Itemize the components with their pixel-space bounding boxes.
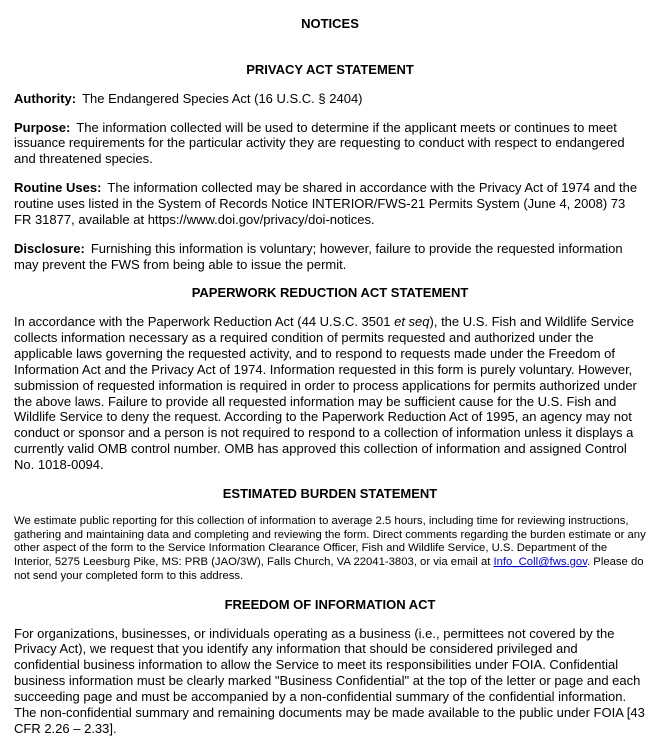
purpose-text: The information collected will be used to determine if the applicant meets or continues to meet issuance requirements for the particular activity they are requesting to conduct with respect to endangered and threatened species.: [14, 119, 625, 167]
disclosure-paragraph: [14, 241, 646, 273]
routine-uses-text: The information collected may be shared in accordance with the Privacy Act of 1974 and the routine uses listed in the System of Records Notice INTERIOR/FWS-21 Permits System (June 4, 2008) 73 FR 31877, available at https://www.doi.gov/privacy/doi-notices.: [14, 180, 638, 227]
burden-text-after-link: . Please do not send your completed form to this address.: [14, 556, 644, 582]
privacy-act-heading: PRIVACY ACT STATEMENT: [246, 61, 414, 77]
paperwork-et-seq-italic: et seq: [394, 314, 430, 330]
foia-paragraph: [14, 626, 646, 737]
burden-text-before-link: We estimate public reporting for this collection of information to average 2.5 hours, including time for reviewing instructions, gathering and maintaining data and completing and reviewing the form. Direct comments regarding the burden estimate or any other aspect of the form to the Service Information Clearance Officer, Fish and Wildlife Service, U.S. Department of the Interior, 5275 Leesburg Pike, MS: PRB (JAO/3W), Falls Church, VA 22041-3803, or via email at: [14, 514, 646, 569]
purpose-paragraph: [14, 120, 646, 168]
foia-section: [14, 597, 646, 737]
paperwork-reduction-section: [14, 285, 646, 472]
paperwork-reduction-heading: PAPERWORK REDUCTION ACT STATEMENT: [191, 285, 469, 301]
foia-text: For organizations, businesses, or individuals operating as a business (i.e., permittees not covered by the Privacy Act), we request that you identify any information that should be considered privileged and confidential business information to allow the Service to meet its responsibilities under FOIA. Confidential business information must be clearly marked "Business Confidential" at the top of the letter or page and each succeeding page and must be accompanied by a non-confidential summary of the confidential information. The non-confidential summary and remaining documents may be made available to the public under FOIA [43 CFR 2.26 – 2.33].: [14, 625, 645, 736]
routine-uses-paragraph: [14, 180, 646, 228]
authority-text: The Endangered Species Act (16 U.S.C. § 2404): [82, 90, 363, 106]
burden-paragraph: [14, 515, 646, 584]
disclosure-label: Disclosure:: [14, 240, 85, 256]
authority-label: Authority:: [14, 90, 77, 106]
paperwork-text-before-italic: In accordance with the Paperwork Reduction Act (44 U.S.C. 3501: [14, 314, 395, 330]
routine-uses-label: Routine Uses:: [14, 180, 102, 196]
paperwork-paragraph: [14, 314, 646, 473]
foia-heading: FREEDOM OF INFORMATION ACT: [224, 596, 436, 612]
estimated-burden-section: [14, 486, 646, 584]
purpose-label: Purpose:: [14, 119, 71, 135]
privacy-act-section: [14, 62, 646, 273]
estimated-burden-heading: ESTIMATED BURDEN STATEMENT: [222, 485, 438, 501]
paperwork-text-after-italic: ), the U.S. Fish and Wildlife Service collects information necessary as a required condition of permits requested and authorized under the applicable laws governing the requested activity, and to respond to requests made under the Freedom of Information Act and the Privacy Act of 1974. Information requested in this form is purely voluntary. However, submission of requested information is required in order to process applications for permits authorized under the above laws. Failure to provide all requested information may be sufficient cause for the U.S. Fish and Wildlife Service to deny the request. According to the Paperwork Reduction Act of 1995, an agency may not conduct or sponsor and a person is not required to respond to a collection of information unless it displays a currently valid OMB control number. OMB has approved this collection of information and assigned Control No. 1018-0094.: [14, 314, 637, 473]
page-title: NOTICES: [301, 16, 359, 31]
disclosure-text: Furnishing this information is voluntary; however, failure to provide the requested information may prevent the FWS from being able to issue the permit.: [14, 240, 623, 272]
email-link[interactable]: Info_Coll@fws.gov: [493, 556, 588, 569]
authority-paragraph: [14, 91, 646, 107]
